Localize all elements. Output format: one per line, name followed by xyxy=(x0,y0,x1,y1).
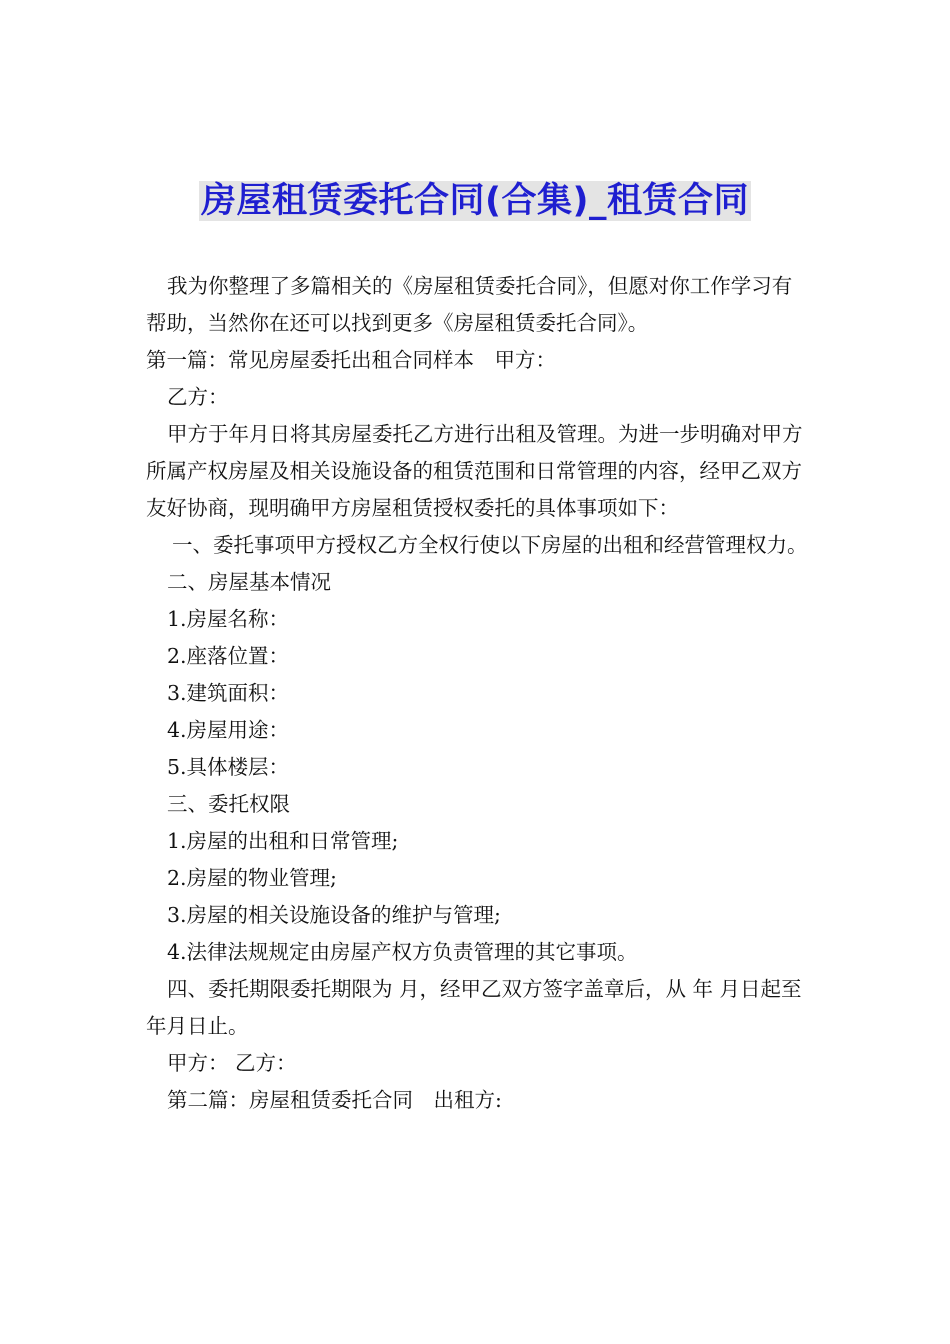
paragraph: 甲方于年月日将其房屋委托乙方进行出租及管理。为进一步明确对甲方所属产权房屋及相关设施设备的租赁范围和日常管理的内容，经甲乙双方友好协商，现明确甲方房屋租赁授权委托的具体事项如下： xyxy=(146,422,803,520)
paragraph: 一、委托事项甲方授权乙方全权行使以下房屋的出租和经营管理权力。 xyxy=(172,533,808,557)
paragraph: 1.房屋名称： xyxy=(167,607,290,631)
paragraph: 第二篇：房屋租赁委托合同 出租方: xyxy=(167,1088,502,1112)
paragraph: 4.法律法规规定由房屋产权方负责管理的其它事项。 xyxy=(167,940,638,964)
paragraph: 1.房屋的出租和日常管理; xyxy=(167,829,399,853)
paragraph: 甲方： 乙方： xyxy=(167,1051,297,1075)
paragraph: 3.房屋的相关设施设备的维护与管理; xyxy=(167,903,501,927)
paragraph: 3.建筑面积： xyxy=(167,681,290,705)
paragraph: 2.座落位置： xyxy=(167,644,290,668)
document-title xyxy=(0,176,950,226)
paragraph: 5.具体楼层： xyxy=(167,755,290,779)
paragraph: 四、委托期限委托期限为 月，经甲乙双方签字盖章后，从 年 月日起至年月日止。 xyxy=(146,977,802,1038)
paragraph: 4.房屋用途： xyxy=(167,718,290,742)
paragraph: 乙方： xyxy=(167,385,229,409)
paragraph: 三、委托权限 xyxy=(167,792,290,816)
paragraph: 2.房屋的物业管理; xyxy=(167,866,337,890)
paragraph: 我为你整理了多篇相关的《房屋租赁委托合同》，但愿对你工作学习有帮助，当然你在还可以找到更多《房屋租赁委托合同》。 xyxy=(146,274,793,335)
paragraph: 第一篇：常见房屋委托出租合同样本 甲方： xyxy=(146,348,556,372)
document-body xyxy=(146,268,810,1119)
paragraph: 二、房屋基本情况 xyxy=(167,570,331,594)
document-title-text: 房屋租赁委托合同(合集)_租赁合同 xyxy=(201,181,749,221)
